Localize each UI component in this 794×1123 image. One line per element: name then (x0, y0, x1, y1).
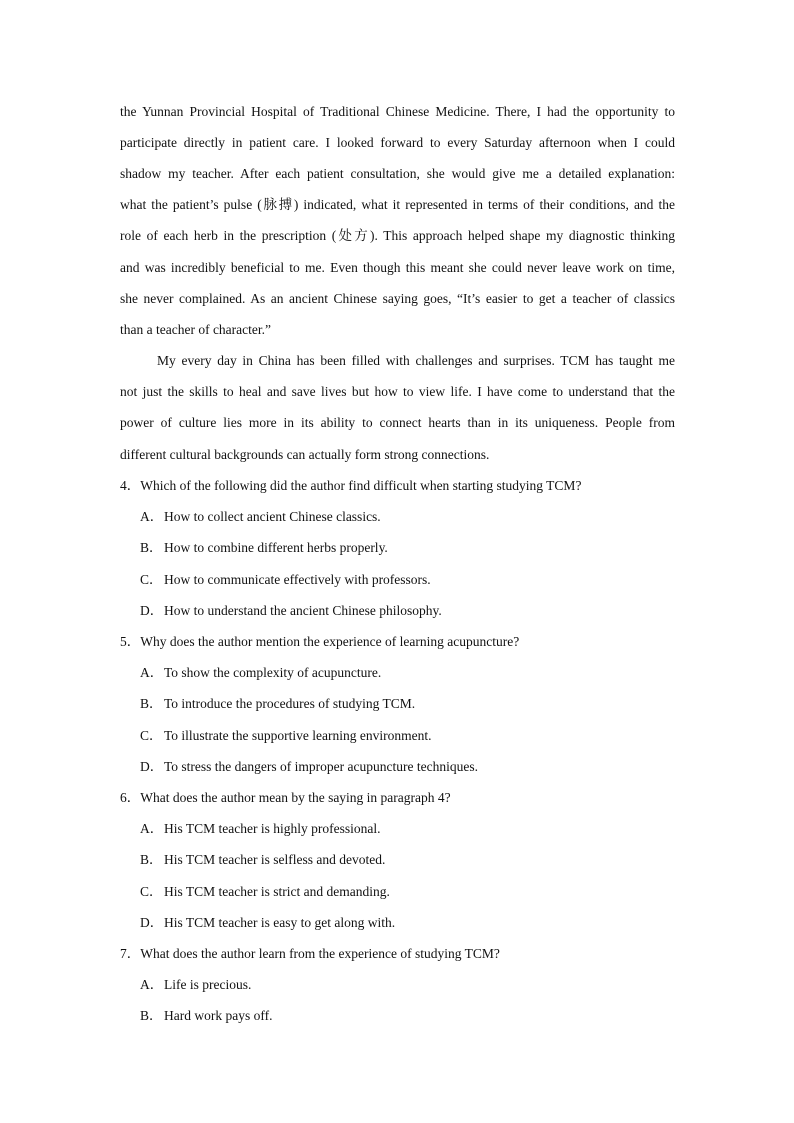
option-letter: B． (140, 540, 163, 555)
option-letter: A． (140, 821, 164, 836)
option-text: To introduce the procedures of studying TCM. (164, 696, 416, 711)
question-number: 6． (120, 790, 141, 805)
question-6 (120, 788, 451, 808)
option-letter: C． (140, 884, 163, 899)
option-letter: A． (140, 509, 164, 524)
option-6d (140, 913, 395, 933)
option-text: How to communicate effectively with professors. (164, 572, 431, 587)
option-letter: C． (140, 572, 163, 587)
option-text: How to collect ancient Chinese classics. (164, 509, 381, 524)
option-5b (140, 694, 415, 714)
option-5a (140, 663, 381, 683)
question-5 (120, 632, 519, 652)
question-text: What does the author learn from the experience of studying TCM? (140, 946, 500, 961)
passage-line: and was incredibly beneficial to me. Even though this meant she could never leave work on time, (120, 260, 675, 275)
option-text: Hard work pays off. (164, 1008, 273, 1023)
option-4a (140, 507, 381, 527)
question-7 (120, 944, 500, 964)
question-text: Which of the following did the author find difficult when starting studying TCM? (140, 478, 582, 493)
option-text: How to understand the ancient Chinese philosophy. (164, 603, 442, 618)
option-letter: B． (140, 1008, 163, 1023)
option-text: To stress the dangers of improper acupuncture techniques. (164, 759, 478, 774)
option-text: His TCM teacher is easy to get along with. (164, 915, 396, 930)
option-4b (140, 538, 388, 558)
option-text: His TCM teacher is selfless and devoted. (164, 852, 386, 867)
option-4c (140, 570, 431, 590)
option-5c (140, 726, 432, 746)
question-text: Why does the author mention the experience of learning acupuncture? (140, 634, 520, 649)
passage-line: different cultural backgrounds can actually form strong connections. (120, 447, 490, 462)
option-5d (140, 757, 478, 777)
passage-line: not just the skills to heal and save lives but how to view life. I have come to understand that the (120, 384, 675, 399)
option-letter: B． (140, 696, 163, 711)
option-letter: A． (140, 977, 164, 992)
option-7a (140, 975, 251, 995)
option-letter: C． (140, 728, 163, 743)
option-text: How to combine different herbs properly. (164, 540, 388, 555)
option-letter: D． (140, 915, 164, 930)
question-4 (120, 476, 581, 496)
passage-line: power of culture lies more in its ability to connect hearts than in its uniqueness. People from (120, 415, 675, 430)
question-number: 7． (120, 946, 141, 961)
option-6c (140, 882, 390, 902)
passage-line: role of each herb in the prescription (处方). This approach helped shape my diagnostic thinking (120, 228, 675, 243)
option-text: To show the complexity of acupuncture. (164, 665, 382, 680)
option-text: To illustrate the supportive learning environment. (164, 728, 432, 743)
option-letter: B． (140, 852, 163, 867)
passage-line: My every day in China has been filled with challenges and surprises. TCM has taught me (157, 353, 675, 368)
option-4d (140, 601, 442, 621)
passage-line: what the patient’s pulse (脉搏) indicated, what it represented in terms of their conditions, and the (120, 197, 675, 212)
option-text: His TCM teacher is highly professional. (164, 821, 381, 836)
option-letter: A． (140, 665, 164, 680)
option-text: Life is precious. (164, 977, 252, 992)
question-number: 5． (120, 634, 141, 649)
option-6a (140, 819, 380, 839)
option-6b (140, 850, 385, 870)
passage-line: she never complained. As an ancient Chinese saying goes, “It’s easier to get a teacher of classics (120, 291, 675, 306)
passage-line: the Yunnan Provincial Hospital of Traditional Chinese Medicine. There, I had the opportunity to (120, 104, 675, 119)
passage-line: than a teacher of character.” (120, 322, 272, 337)
option-letter: D． (140, 759, 164, 774)
passage-line: participate directly in patient care. I looked forward to every Saturday afternoon when I could (120, 135, 675, 150)
option-text: His TCM teacher is strict and demanding. (164, 884, 390, 899)
option-7b (140, 1006, 272, 1026)
option-letter: D． (140, 603, 164, 618)
question-text: What does the author mean by the saying in paragraph 4? (140, 790, 451, 805)
question-number: 4． (120, 478, 141, 493)
passage-line: shadow my teacher. After each patient consultation, she would give me a detailed explanation: (120, 166, 675, 181)
